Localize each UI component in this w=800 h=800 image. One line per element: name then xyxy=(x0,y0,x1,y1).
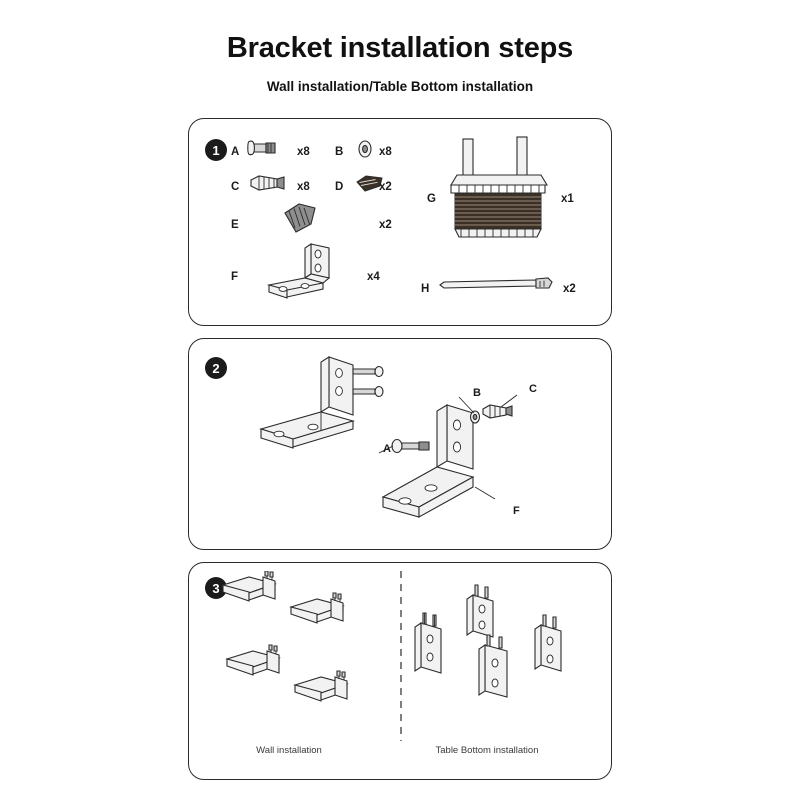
bracket-exploded-lower xyxy=(371,391,571,551)
step-3-panel xyxy=(188,562,612,780)
part-qty-c: x8 xyxy=(297,181,310,193)
part-qty-e: x2 xyxy=(379,219,392,231)
part-label-a: A xyxy=(231,146,240,158)
washer-icon xyxy=(355,139,379,159)
part-qty-d: x2 xyxy=(379,181,392,193)
part-label-h: H xyxy=(421,283,430,295)
bolt-icon xyxy=(247,135,287,161)
part-label-g: G xyxy=(427,193,436,205)
callout-label-a: A xyxy=(383,443,391,455)
step-3-badge: 3 xyxy=(205,577,227,599)
part-qty-a: x8 xyxy=(297,146,310,158)
callout-label-b: B xyxy=(473,387,481,399)
part-qty-b: x8 xyxy=(379,146,392,158)
part-label-b: B xyxy=(335,146,344,158)
part-label-d: D xyxy=(335,181,344,193)
cable-tie-icon xyxy=(437,271,561,299)
part-label-f: F xyxy=(231,271,239,283)
rubber-wedge-icon xyxy=(279,201,323,235)
part-qty-h: x2 xyxy=(563,283,576,295)
callout-label-f: F xyxy=(513,505,520,517)
part-qty-g: x1 xyxy=(561,193,574,205)
device-unit-icon xyxy=(445,131,555,251)
caption-wall-installation: Wall installation xyxy=(256,745,322,756)
table-bottom-installation-diagram xyxy=(405,579,605,739)
page-title: Bracket installation steps xyxy=(226,32,574,64)
part-label-e: E xyxy=(231,219,239,231)
step-1-badge: 1 xyxy=(205,139,227,161)
part-label-c: C xyxy=(231,181,240,193)
step-1-panel xyxy=(188,118,612,326)
page-subtitle: Wall installation/Table Bottom installation xyxy=(266,79,534,94)
wall-anchor-icon xyxy=(247,171,289,195)
angle-bracket-icon xyxy=(261,241,351,303)
callout-label-c: C xyxy=(529,383,537,395)
step-2-panel xyxy=(188,338,612,550)
step-2-badge: 2 xyxy=(205,357,227,379)
wall-installation-diagram xyxy=(219,571,399,731)
caption-table-bottom-installation: Table Bottom installation xyxy=(435,745,539,756)
part-qty-f: x4 xyxy=(367,271,380,283)
